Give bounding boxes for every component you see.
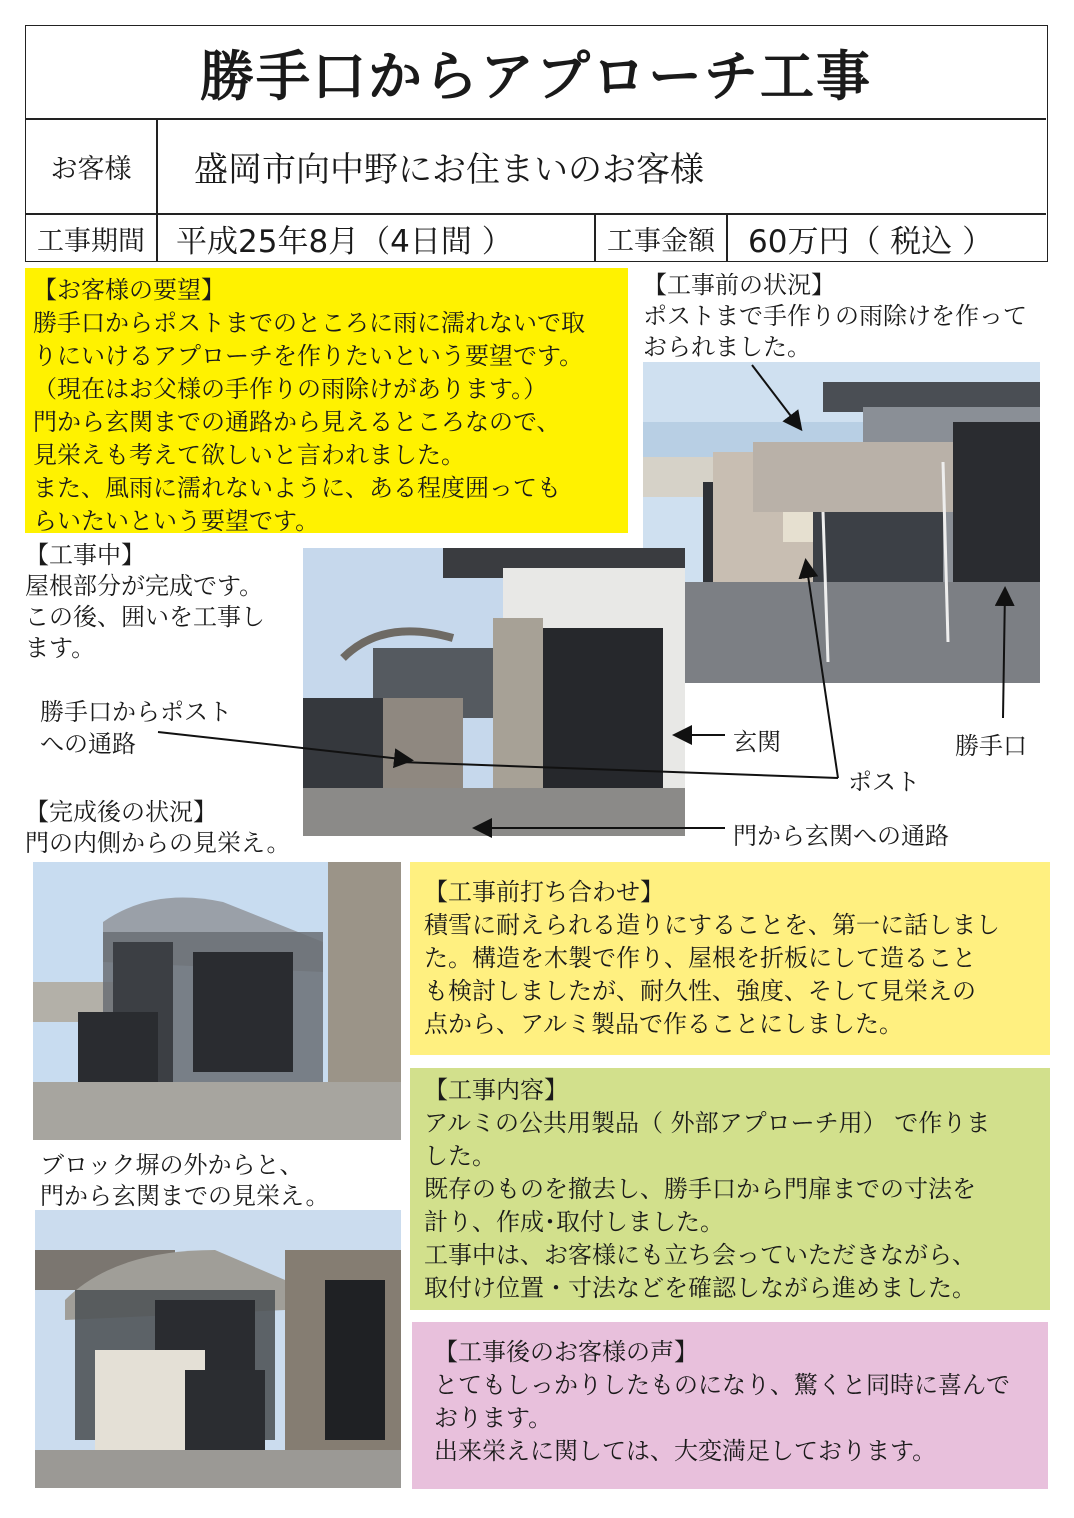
before-heading: 【工事前の状況】: [643, 271, 835, 299]
voice-line: 出来栄えに関しては、大変満足しております。: [434, 1437, 937, 1465]
callout-path-to-post-2: への通路: [40, 730, 136, 758]
meeting-line: 積雪に耐えられる造りにすることを、第一に話しまし: [424, 911, 1000, 939]
during-line: ます。: [25, 634, 96, 662]
request-line: らいたいという要望です。: [33, 507, 320, 535]
meeting-box: [410, 862, 1050, 1055]
voice-box: [412, 1322, 1048, 1489]
before-line: ポストまで手作りの雨除けを作って: [643, 302, 1027, 330]
request-line: また、風雨に濡れないように、ある程度囲っても: [33, 474, 561, 502]
voice-heading: 【工事後のお客様の声】: [434, 1338, 698, 1366]
after-line: 門の内側からの見栄え。: [25, 829, 291, 857]
during-line: この後、囲いを工事し: [25, 603, 265, 631]
meeting-heading: 【工事前打ち合わせ】: [424, 878, 664, 906]
after-photo-outside: [35, 1210, 401, 1488]
during-heading: 【工事中】: [25, 541, 145, 569]
after-heading: 【完成後の状況】: [25, 798, 217, 826]
meeting-line: 点から、アルミ製品で作ることにしました。: [424, 1010, 904, 1038]
content-line: アルミの公共用製品（ 外部アプローチ用） で作りま: [424, 1109, 991, 1137]
request-line: りにいけるアプローチを作りたいという要望です。: [33, 342, 584, 370]
callout-entrance: 玄関: [733, 728, 781, 756]
callout-back-door: 勝手口: [955, 732, 1027, 760]
voice-line: おります。: [434, 1404, 553, 1432]
callout-path-to-post-1: 勝手口からポスト: [40, 698, 232, 726]
request-heading: 【お客様の要望】: [33, 276, 225, 304]
caption-outside: [40, 1150, 390, 1212]
request-line: 見栄えも考えて欲しいと言われました。: [33, 441, 465, 469]
period-value: 平成25年8月（4日間 ）: [176, 223, 513, 260]
customer-label: お客様: [50, 154, 132, 185]
meeting-line: た。構造を木製で作り、屋根を折板にして造ること: [424, 944, 976, 972]
amount-label: 工事金額: [607, 225, 715, 257]
caption-line: 門から玄関までの見栄え。: [40, 1182, 330, 1210]
during-line: 屋根部分が完成です。: [25, 572, 264, 600]
after-photo-inside: [33, 862, 401, 1140]
content-box: [410, 1068, 1050, 1310]
page-title: 勝手口からアプローチ工事: [200, 44, 872, 108]
callout-gate-path: 門から玄関への通路: [733, 822, 949, 850]
content-line: 取付け位置・寸法などを確認しながら進めました。: [424, 1274, 976, 1302]
content-line: 計り、作成･取付しました。: [424, 1208, 724, 1236]
caption-line: ブロック塀の外からと、: [40, 1151, 304, 1179]
callout-post: ポスト: [848, 768, 920, 796]
request-line: （現在はお父様の手作りの雨除けがあります。）: [33, 375, 548, 403]
period-label: 工事期間: [37, 225, 145, 257]
request-line: 門から玄関までの通路から見えるところなので、: [33, 408, 561, 436]
voice-line: とてもしっかりしたものになり、驚くと同時に喜んで: [434, 1371, 1010, 1399]
content-line: した。: [424, 1142, 496, 1170]
content-heading: 【工事内容】: [424, 1076, 568, 1104]
after-note: [25, 797, 315, 859]
content-line: 既存のものを撤去し、勝手口から門扉までの寸法を: [424, 1175, 976, 1203]
meeting-line: も検討しましたが、耐久性、強度、そして見栄えの: [424, 977, 976, 1005]
customer-value: 盛岡市向中野にお住まいのお客様: [194, 150, 704, 190]
before-line: おられました。: [643, 333, 811, 361]
amount-value: 60万円（ 税込 ）: [748, 223, 994, 260]
content-line: 工事中は、お客様にも立ち会っていただきながら、: [424, 1241, 976, 1269]
request-line: 勝手口からポストまでのところに雨に濡れないで取: [33, 309, 585, 337]
